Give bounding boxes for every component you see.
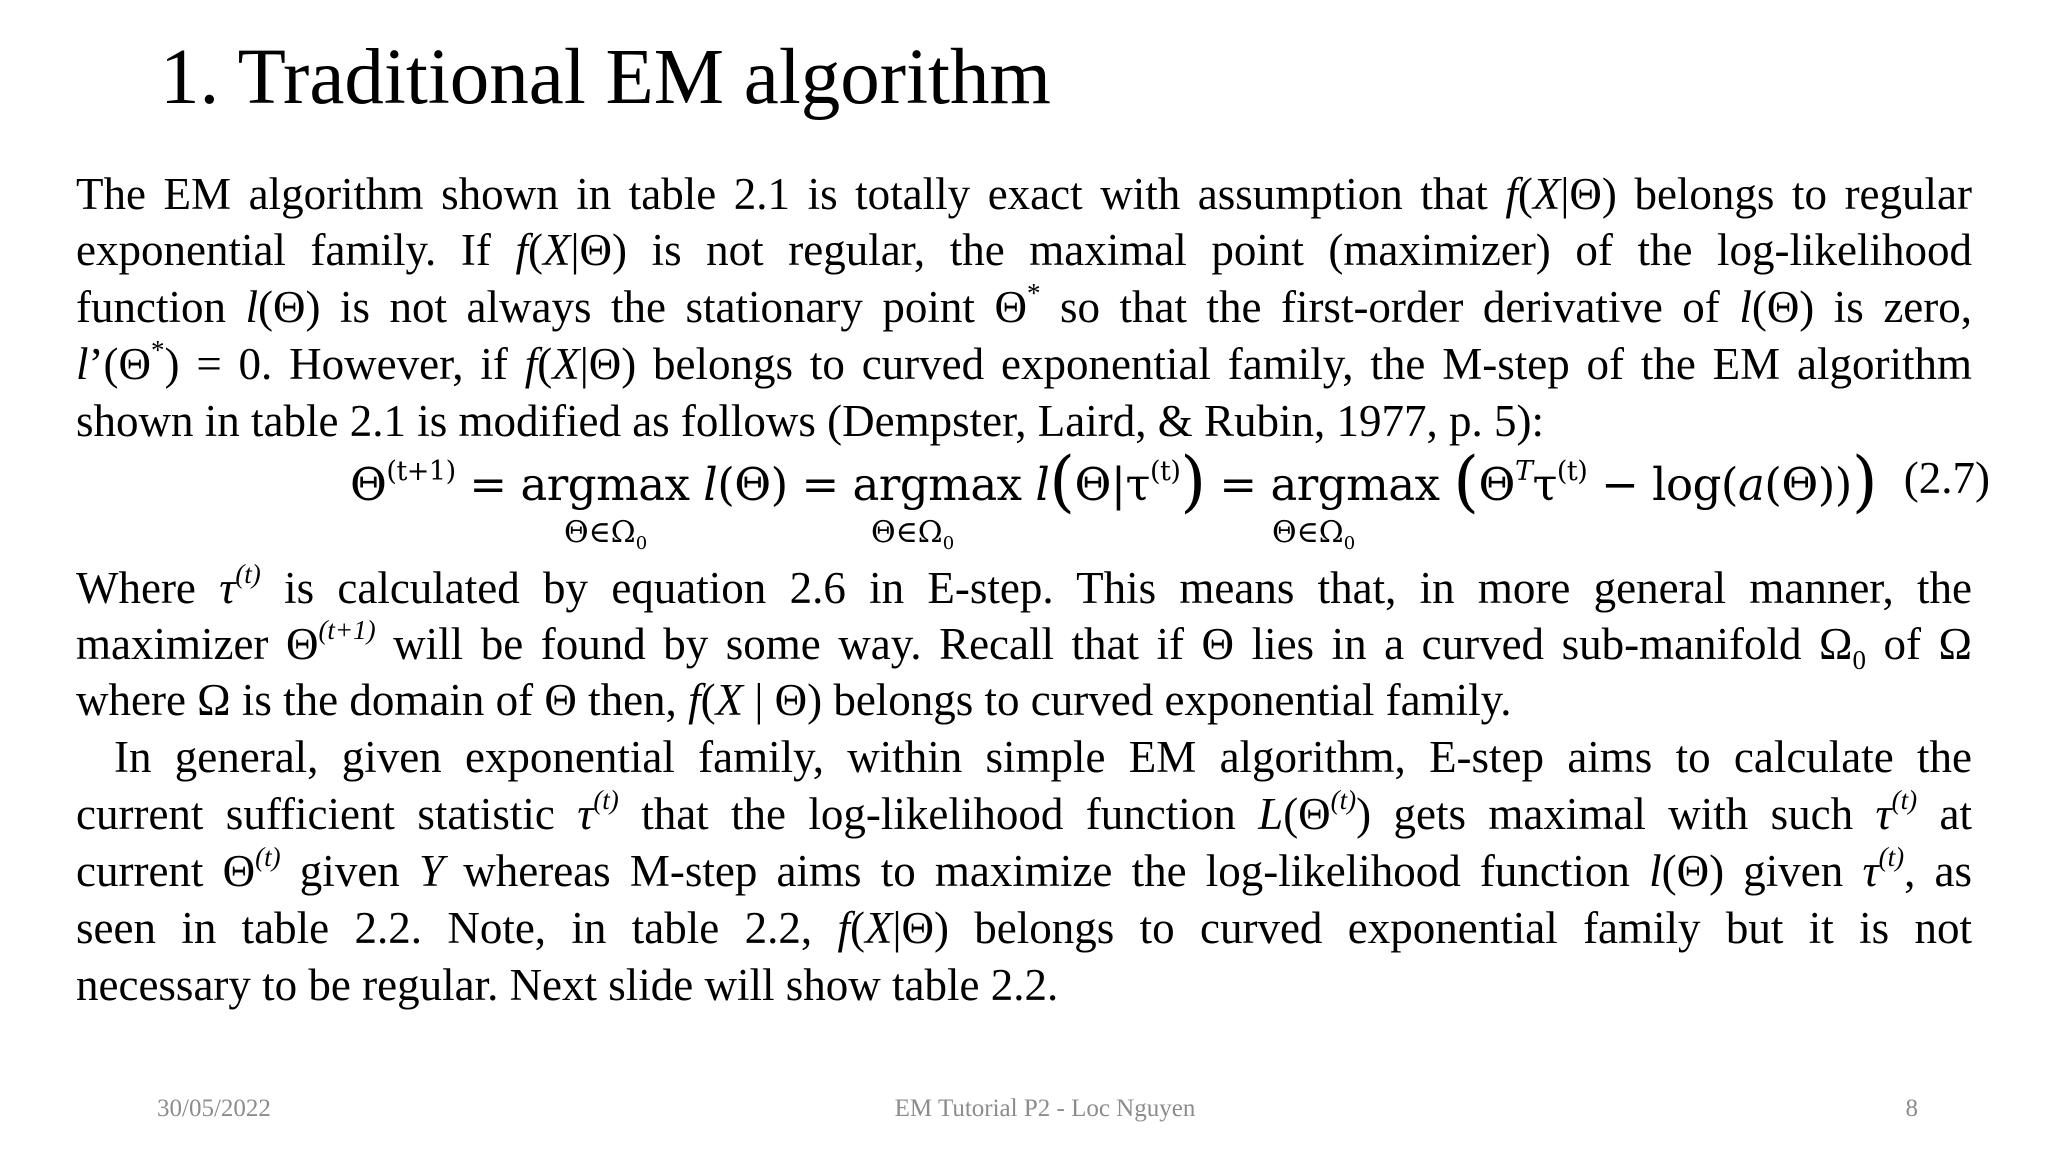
eq-symbol: Θ (350, 458, 387, 511)
paragraph1-line3 (76, 279, 1972, 335)
eq-paren: ( (1453, 443, 1479, 520)
text: ) gets maximal with such (1356, 789, 1876, 839)
equation-body (350, 443, 1878, 520)
eq-superscript: T (1514, 455, 1533, 487)
text: ( (700, 675, 716, 725)
text: maximizer Θ (76, 619, 319, 669)
text: where Ω is the domain of Θ then, (76, 675, 689, 725)
eq-symbol: (Θ) = argmax (717, 458, 1036, 511)
text: |Θ) belongs to curved exponential family, the M-step of the EM algorithm (579, 339, 1972, 389)
text: function (76, 282, 246, 332)
superscript: * (150, 334, 165, 365)
text: (Θ) is zero, (1751, 282, 1973, 332)
eq-superscript: (t) (1149, 455, 1181, 487)
text: Y (419, 846, 445, 896)
eq-symbol: a (1737, 458, 1765, 511)
text: ( (537, 339, 553, 389)
text: l (1649, 846, 1662, 896)
text: The EM algorithm shown in table 2.1 is totally exact with assumption that (76, 169, 1506, 219)
text: τ (577, 789, 594, 839)
text: ( (527, 225, 543, 275)
paragraph3-line4 (76, 900, 1972, 956)
slide-number: 8 (1905, 1095, 1918, 1122)
paragraph1-line2 (76, 222, 1972, 278)
footer-title: EM Tutorial P2 - Loc Nguyen (894, 1095, 1196, 1122)
text: l (245, 282, 258, 332)
text: X (864, 903, 893, 953)
equation-number: (2.7) (1903, 453, 1990, 503)
paragraph3-line2 (76, 786, 1972, 842)
superscript: (t) (235, 558, 261, 589)
text: , as (1904, 846, 1973, 896)
eq-paren: ( (1049, 443, 1075, 520)
text: at (1917, 789, 1973, 839)
paragraph1-line1 (76, 166, 1972, 222)
text: will be found by some way. Recall that if Θ lies in a curved sub-manifold Ω (375, 619, 1853, 669)
argmax-subscript-1 (564, 515, 648, 554)
slide-title: 1. Traditional EM algorithm (160, 34, 1051, 121)
text: |Θ) is not regular, the maximal point (maximizer) of the log-likelihood (570, 225, 1972, 275)
text: Where (76, 563, 220, 613)
text: τ (219, 563, 236, 613)
superscript: (t) (1878, 841, 1905, 872)
text: is calculated by equation 2.6 in E-step. This means that, in more general manner, the (260, 563, 1972, 613)
text: of Ω (1866, 619, 1972, 669)
eq-symbol: Θ|τ (1074, 458, 1150, 511)
text: that the log-likelihood function (618, 789, 1259, 839)
subscript: 0 (1852, 645, 1866, 675)
superscript: (t) (1891, 784, 1918, 815)
text: |Θ) belongs to regular (1560, 169, 1972, 219)
eq-symbol: − log( (1587, 458, 1738, 511)
paragraph1-line4 (76, 336, 1972, 392)
eq-symbol: Θ∈Ω (1272, 515, 1344, 550)
text: l (1739, 282, 1752, 332)
eq-symbol: Θ∈Ω (871, 515, 943, 550)
text: exponential family. If (76, 225, 516, 275)
text: ’(Θ (88, 339, 151, 389)
eq-symbol: Θ (1478, 458, 1515, 511)
text: l (76, 339, 89, 389)
text: f (1505, 169, 1518, 219)
eq-superscript: (t+1) (386, 455, 456, 487)
argmax-subscript-2 (871, 515, 955, 554)
eq-subscript: 0 (1343, 533, 1356, 554)
argmax-subscript-3 (1272, 515, 1356, 554)
text: so that the first-order derivative of (1040, 282, 1740, 332)
text: X (715, 675, 744, 725)
text: current sufficient statistic (76, 789, 578, 839)
eq-subscript: 0 (942, 533, 955, 554)
paragraph2-line2 (76, 614, 1972, 675)
text: (Θ (1283, 789, 1331, 839)
footer-date: 30/05/2022 (157, 1095, 271, 1122)
superscript: (t) (593, 784, 619, 815)
eq-symbol: Θ∈Ω (564, 515, 636, 550)
text: f (837, 903, 850, 953)
text: (Θ) is not always the stationary point Θ (258, 282, 1027, 332)
text: ( (1517, 169, 1533, 219)
eq-paren: ) (1851, 443, 1878, 520)
text: τ (1875, 789, 1892, 839)
text: seen in table 2.2. Note, in table 2.2, (76, 903, 838, 953)
paragraph2-line3 (76, 672, 1972, 728)
text: X (542, 225, 571, 275)
superscript: (t) (255, 841, 281, 872)
eq-symbol: l (703, 458, 718, 511)
eq-subscript: 0 (635, 533, 648, 554)
text: L (1258, 789, 1284, 839)
text: |Θ) belongs to curved exponential family but it is not (892, 903, 1972, 953)
text: whereas M-step aims to maximize the log-likelihood function (444, 846, 1650, 896)
text: X (552, 339, 580, 389)
paragraph2-line1 (76, 560, 1972, 616)
eq-symbol: τ (1532, 458, 1557, 511)
eq-symbol: l (1035, 458, 1050, 511)
paragraph3-line5: necessary to be regular. Next slide will show table 2.2. (76, 960, 1059, 1010)
text: given (280, 846, 419, 896)
text: f (515, 225, 528, 275)
eq-paren: ) (1180, 443, 1206, 520)
text: (Θ) given (1661, 846, 1863, 896)
text: ) = 0. However, if (164, 339, 525, 389)
superscript: (t+1) (318, 614, 376, 645)
equation-2-7 (300, 443, 1990, 562)
eq-superscript: (t) (1556, 455, 1588, 487)
paragraph1-line5: shown in table 2.1 is modified as follows (Dempster, Laird, & Rubin, 1977, p. 5): (76, 396, 1545, 446)
text: f (688, 675, 701, 725)
eq-symbol: = argmax (455, 458, 704, 511)
text: | Θ) belongs to curved exponential family. (743, 675, 1512, 725)
text: current Θ (76, 846, 256, 896)
paragraph3-line3 (76, 843, 1972, 899)
text: f (524, 339, 538, 389)
text: ( (849, 903, 865, 953)
eq-symbol: (Θ)) (1764, 458, 1852, 511)
text: X (1532, 169, 1561, 219)
eq-symbol: = argmax (1205, 458, 1454, 511)
paragraph3-line1: In general, given exponential family, within simple EM algorithm, E-step aims to calculate the (114, 732, 1972, 782)
superscript: * (1026, 277, 1041, 308)
text: τ (1862, 846, 1879, 896)
superscript: (t) (1330, 784, 1357, 815)
